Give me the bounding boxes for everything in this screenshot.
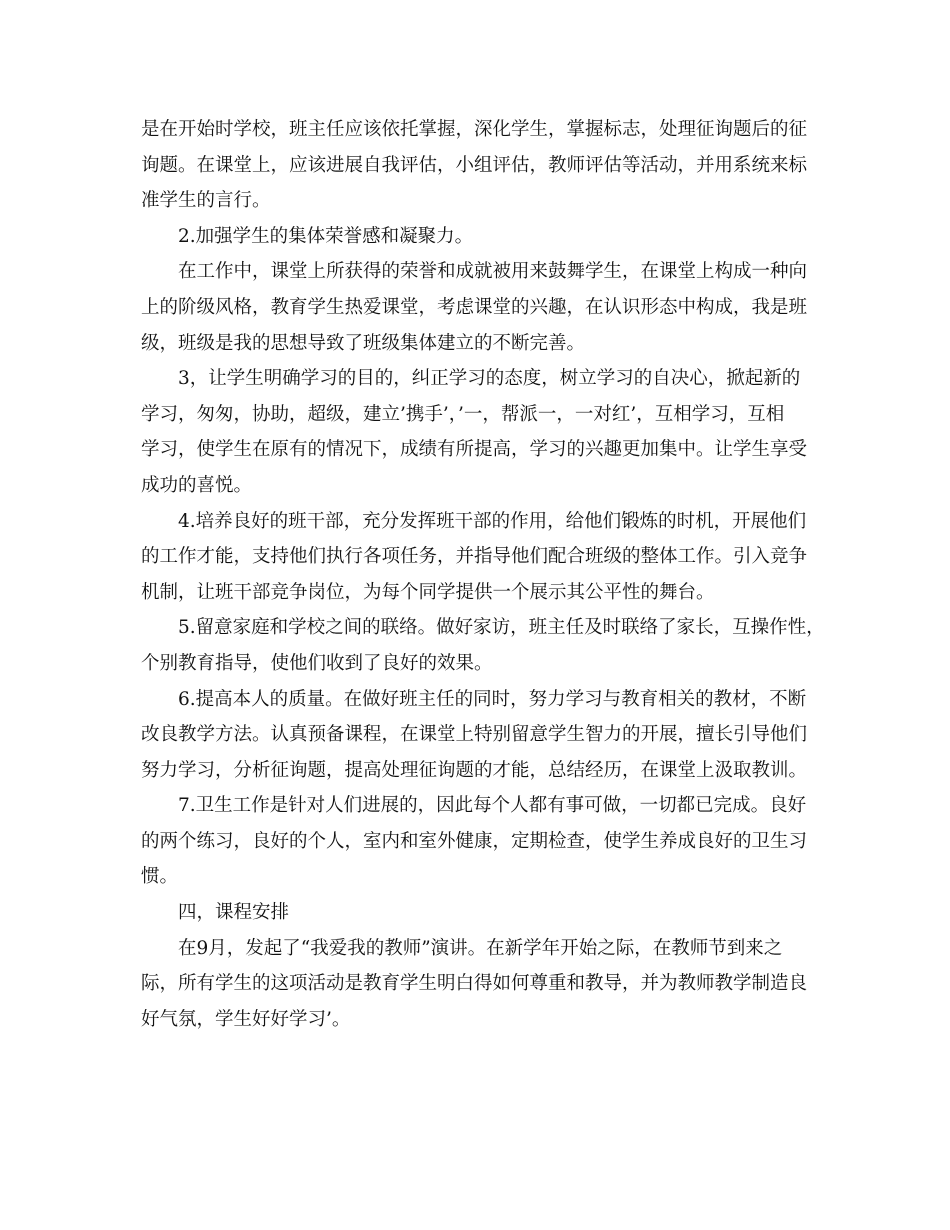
paragraph-10	[141, 931, 816, 1038]
text-line: 级，班级是我的思想导致了班级集体建立的不断完善。	[141, 332, 586, 354]
text-line: 3，让学生明确学习的目的，纠正学习的态度，树立学习的自决心，掀起新的	[178, 368, 801, 390]
text-line: 个别教育指导，使他们收到了良好的效果。	[141, 652, 493, 674]
paragraph-1	[141, 112, 816, 219]
paragraph-5	[141, 504, 816, 611]
text-line: 4.培养良好的班干部，充分发挥班干部的作用，给他们锻炼的时机，开展他们	[178, 510, 807, 532]
paragraph-2	[141, 219, 816, 255]
text-line: 询题。在课堂上，应该进展自我评估，小组评估，教师评估等活动，并用系统来标	[141, 154, 808, 176]
text-line: 在9月，发起了“我爱我的教师”演讲。在新学年开始之际，在教师节到来之	[178, 937, 783, 959]
text-line: 学习，匆匆，协助，超级，建立’携手’，’一，帮派一，一对红’，互相学习，互相	[141, 403, 785, 425]
text-line: 准学生的言行。	[141, 190, 271, 212]
text-line: 成功的喜悦。	[141, 474, 253, 496]
text-line: 四，课程安排	[178, 902, 290, 924]
text-line: 努力学习，分析征询题，提高处理征询题的才能，总结经历，在课堂上汲取教训。	[141, 759, 808, 781]
paragraph-3	[141, 254, 816, 361]
text-line: 好气氛，学生好好学习’。	[141, 1008, 351, 1030]
text-line: 的两个练习，良好的个人，室内和室外健康，定期检查，使学生养成良好的卫生习	[141, 830, 808, 852]
text-line: 际，所有学生的这项活动是教育学生明白得如何尊重和教导，并为教师教学制造良	[141, 973, 808, 995]
text-line: 惯。	[141, 866, 179, 888]
paragraph-4	[141, 361, 816, 503]
paragraph-8	[141, 788, 816, 895]
text-line: 上的阶级风格，教育学生热爱课堂，考虑课堂的兴趣，在认识形态中构成，我是班	[141, 296, 808, 318]
text-line: 5.留意家庭和学校之间的联络。做好家访，班主任及时联络了家长，互操作性，	[178, 617, 825, 639]
text-line: 改良教学方法。认真预备课程，在课堂上特别留意学生智力的开展，擅长引导他们	[141, 724, 808, 746]
section-heading	[141, 895, 816, 931]
document-body	[141, 112, 825, 1037]
text-line: 学习，使学生在原有的情况下，成绩有所提高，学习的兴趣更加集中。让学生享受	[141, 439, 808, 461]
paragraph-7	[141, 682, 816, 789]
text-line: 6.提高本人的质量。在做好班主任的同时，努力学习与教育相关的教材，不断	[178, 688, 807, 710]
text-line: 机制，让班干部竞争岗位，为每个同学提供一个展示其公平性的舞台。	[141, 581, 715, 603]
text-line: 2.加强学生的集体荣誉感和凝聚力。	[178, 225, 474, 247]
paragraph-6	[141, 610, 825, 681]
text-line: 在工作中，课堂上所获得的荣誉和成就被用来鼓舞学生，在课堂上构成一种向	[178, 261, 808, 283]
text-line: 是在开始时学校，班主任应该依托掌握，深化学生，掌握标志，处理征询题后的征	[141, 119, 808, 140]
text-line: 7.卫生工作是针对人们进展的，因此每个人都有事可做，一切都已完成。良好	[178, 795, 807, 817]
text-line: 的工作才能，支持他们执行各项任务，并指导他们配合班级的整体工作。引入竞争	[141, 546, 808, 568]
